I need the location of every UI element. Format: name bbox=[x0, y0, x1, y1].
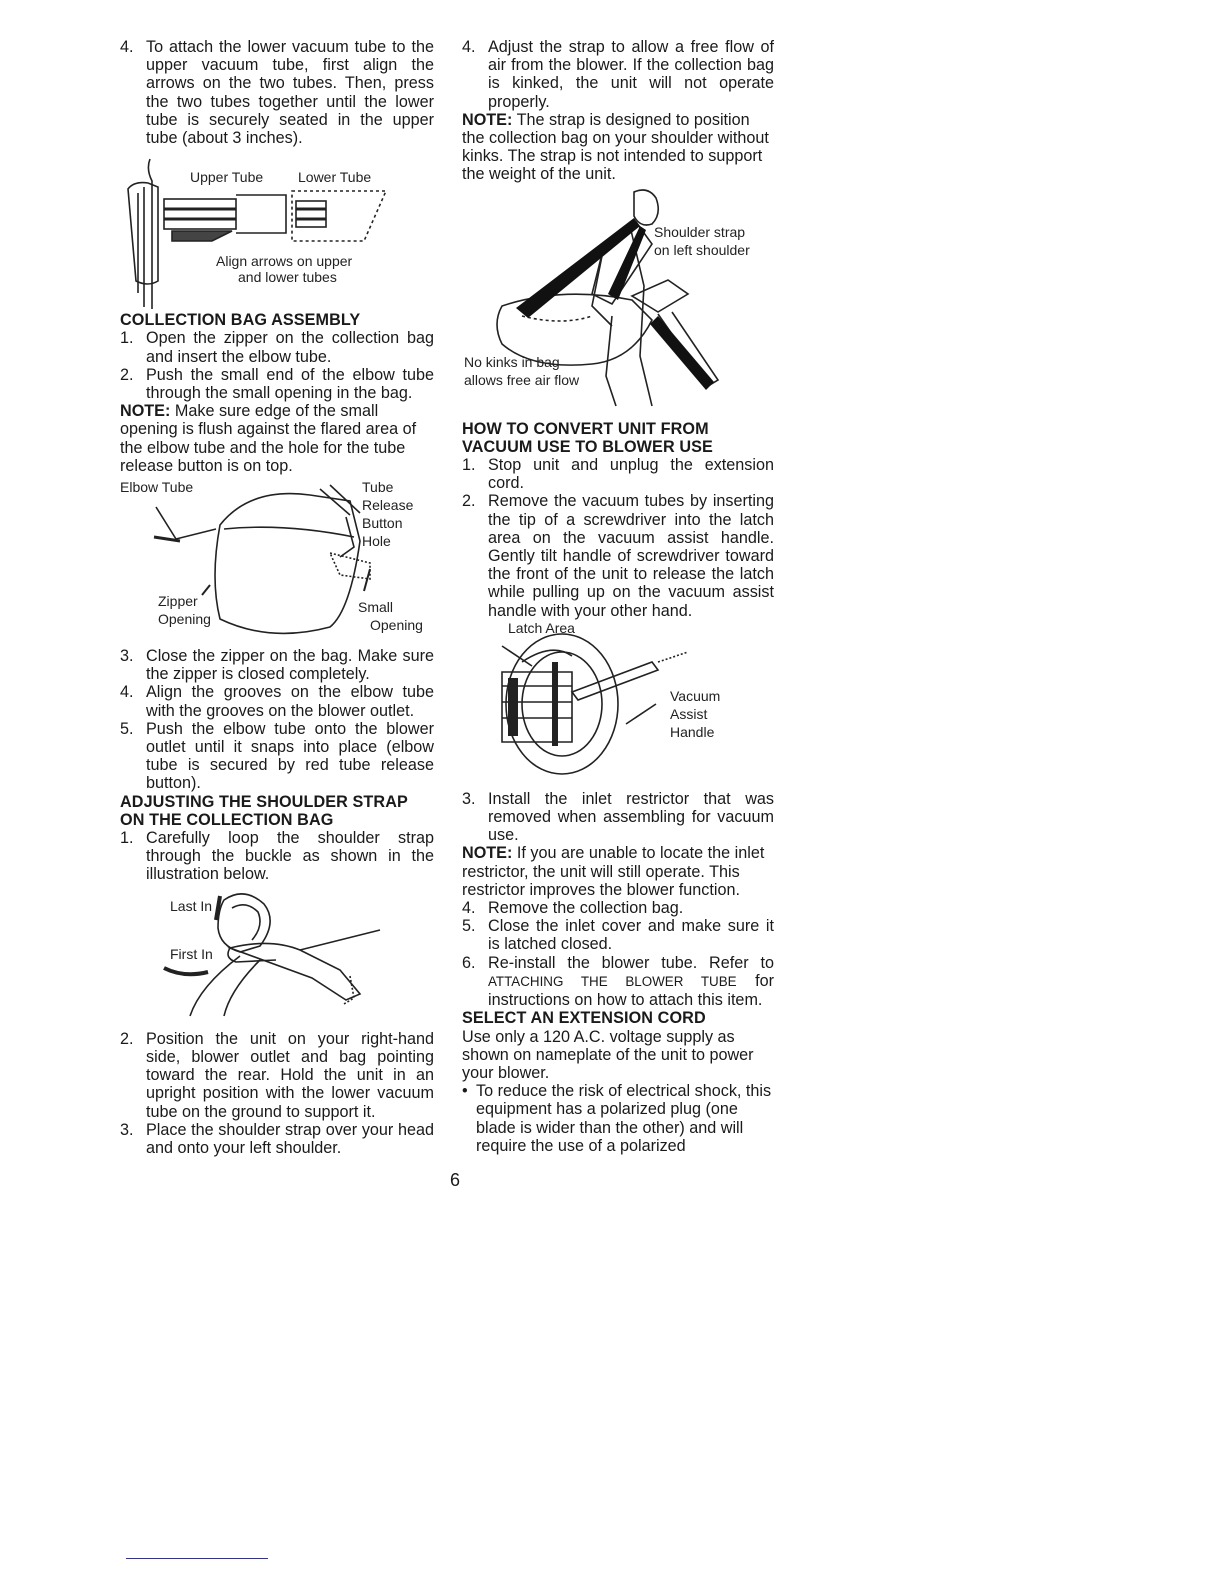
button-label: Button bbox=[362, 515, 403, 532]
last-in-label: Last In bbox=[170, 897, 213, 914]
no-kinks-label-2: allows free air flow bbox=[464, 371, 580, 388]
list-item bbox=[462, 456, 774, 492]
item-text: Adjust the strap to allow a free flow of air from the blower. If the collection bag is kinked, the unit will not operate properly. bbox=[488, 38, 774, 111]
zipper-label: Zipper bbox=[158, 593, 198, 610]
list-item bbox=[120, 720, 434, 793]
person-figure bbox=[462, 186, 774, 418]
item-number: 4. bbox=[120, 38, 134, 56]
item-number: 1. bbox=[120, 829, 134, 848]
strap-loop-illustration bbox=[120, 886, 434, 1028]
section-heading-line2: VACUUM USE TO BLOWER USE bbox=[462, 437, 713, 456]
section-heading: COLLECTION BAG ASSEMBLY bbox=[120, 311, 361, 330]
list-item bbox=[120, 1121, 434, 1157]
item-number: 4. bbox=[462, 38, 476, 56]
list-item bbox=[462, 899, 774, 917]
vacuum-label: Vacuum bbox=[670, 687, 721, 704]
step6-reference: ATTACHING THE BLOWER TUBE bbox=[488, 973, 737, 989]
tube-label: Tube bbox=[362, 479, 394, 496]
item-text: Close the inlet cover and make sure it is latched closed. bbox=[488, 917, 774, 954]
item-text: Install the inlet restrictor that was removed when assembling for vacuum use. bbox=[488, 789, 774, 845]
section-heading-line2: ON THE COLLECTION BAG bbox=[120, 810, 334, 829]
item-text: Push the elbow tube onto the blower outlet until it snaps into place (elbow tube is secured by red tube release button). bbox=[146, 719, 434, 793]
note-label: NOTE: bbox=[120, 402, 171, 421]
step6-post: for instructions on how to attach this item. bbox=[488, 971, 774, 1010]
list-item bbox=[120, 1030, 434, 1121]
bag-figure bbox=[120, 477, 434, 645]
item-number: 4. bbox=[120, 683, 134, 702]
item-number: 2. bbox=[120, 365, 134, 384]
item-number: 1. bbox=[120, 329, 134, 348]
shoulder-strap-label-1: Shoulder strap bbox=[654, 223, 746, 240]
note-text: The strap is designed to position the collection bag on your shoulder without kinks. The strap is not intended to support the weight of the unit. bbox=[462, 110, 769, 184]
bullet-item bbox=[462, 1082, 774, 1155]
item-number: 3. bbox=[462, 789, 476, 808]
item-text: Close the zipper on the bag. Make sure the zipper is closed completely. bbox=[146, 647, 434, 684]
no-kinks-label-1: No kinks in bag bbox=[464, 353, 560, 370]
item-text: Stop unit and unplug the extension cord. bbox=[488, 456, 774, 493]
small-label: Small bbox=[358, 599, 394, 616]
item-text: Open the zipper on the collection bag and insert the elbow tube. bbox=[146, 329, 434, 366]
latch-figure bbox=[462, 619, 774, 788]
zipper-opening-label: Opening bbox=[158, 611, 211, 628]
item-text: Place the shoulder strap over your head and onto your left shoulder. bbox=[146, 1120, 434, 1157]
section-heading: SELECT AN EXTENSION CORD bbox=[462, 1009, 706, 1028]
note-text: Make sure edge of the small opening is flush against the flared area of the elbow tube and the hole for the tube release button is on top. bbox=[120, 402, 417, 475]
list-item bbox=[462, 38, 774, 111]
item-text: Remove the vacuum tubes by inserting the tip of a screwdriver into the latch area on the vacuum assist handle. Gently tilt handle of screwdriver toward the front of the unit to release the latch while pulling up on the vacuum assist handle with your other hand. bbox=[488, 492, 774, 620]
list-item bbox=[120, 647, 434, 683]
list-item bbox=[120, 829, 434, 884]
tubes-figure bbox=[120, 149, 434, 309]
cord-paragraph: Use only a 120 A.C. voltage supply as shown on nameplate of the unit to power your blower. bbox=[462, 1027, 754, 1082]
item-text: Position the unit on your right-hand side, blower outlet and bag pointing toward the rear. Hold the unit in an upright position with the lower vacuum tube on the ground to support it. bbox=[146, 1029, 434, 1121]
step6-pre: Re-install the blower tube. Refer to bbox=[488, 953, 774, 972]
note-label: NOTE: bbox=[462, 110, 513, 129]
shoulder-strap-label-2: on left shoulder bbox=[654, 241, 750, 258]
list-item bbox=[462, 492, 774, 619]
note-paragraph bbox=[120, 402, 434, 475]
page-number: 6 bbox=[450, 1170, 461, 1190]
first-in-label: First In bbox=[170, 945, 213, 962]
list-item bbox=[120, 38, 434, 147]
note-paragraph bbox=[462, 111, 774, 184]
item-number: 1. bbox=[462, 456, 476, 475]
section-heading: ADJUSTING THE SHOULDER STRAP bbox=[120, 792, 408, 811]
handle-label: Handle bbox=[670, 723, 715, 740]
item-number: 3. bbox=[120, 647, 134, 666]
item-text: Remove the collection bag. bbox=[488, 899, 684, 918]
list-item bbox=[462, 917, 774, 953]
note-text: If you are unable to locate the inlet restrictor, the unit will still operate. This restrictor improves the blower function. bbox=[462, 844, 765, 899]
list-item bbox=[462, 954, 774, 1010]
elbow-tube-label: Elbow Tube bbox=[120, 479, 194, 496]
small-opening-label: Opening bbox=[370, 617, 423, 634]
strap-loop-figure bbox=[120, 886, 434, 1028]
note-label: NOTE: bbox=[462, 844, 513, 863]
item-text: Align the grooves on the elbow tube with the grooves on the blower outlet. bbox=[146, 683, 434, 720]
footer-rule bbox=[126, 1558, 268, 1559]
note-paragraph bbox=[462, 844, 774, 899]
item-number: 5. bbox=[462, 917, 476, 936]
tubes-illustration bbox=[120, 149, 434, 309]
list-item bbox=[120, 683, 434, 719]
bullet-mark: • bbox=[462, 1082, 468, 1101]
item-number: 6. bbox=[462, 953, 476, 972]
item-number: 5. bbox=[120, 719, 134, 738]
item-text: To attach the lower vacuum tube to the upper vacuum tube, first align the arrows on the two tubes. Then, press the two tubes together until the lower tube is securely seated in the upper tube (about 3 inches). bbox=[146, 38, 434, 148]
align-arrows-label-2: and lower tubes bbox=[238, 269, 337, 286]
item-text bbox=[488, 954, 774, 1010]
latch-illustration bbox=[462, 619, 774, 788]
item-number: 3. bbox=[120, 1120, 134, 1139]
right-column bbox=[462, 38, 774, 1155]
list-item bbox=[120, 329, 434, 365]
assist-label: Assist bbox=[670, 705, 708, 722]
list-item bbox=[120, 366, 434, 402]
hole-label: Hole bbox=[362, 533, 391, 550]
bullet-text: To reduce the risk of electrical shock, this equipment has a polarized plug (one blade is wider than the other) and will require the use of a polarized bbox=[476, 1082, 772, 1155]
item-number: 2. bbox=[120, 1029, 134, 1048]
item-text: Carefully loop the shoulder strap through the buckle as shown in the illustration below. bbox=[146, 829, 434, 884]
item-number: 4. bbox=[462, 899, 476, 918]
item-number: 2. bbox=[462, 492, 476, 511]
list-item bbox=[462, 790, 774, 845]
release-label: Release bbox=[362, 497, 414, 514]
upper-tube-label: Upper Tube bbox=[190, 169, 264, 186]
section-heading: HOW TO CONVERT UNIT FROM bbox=[462, 419, 709, 438]
latch-area-label: Latch Area bbox=[508, 619, 575, 636]
lower-tube-label: Lower Tube bbox=[298, 169, 372, 186]
item-text: Push the small end of the elbow tube through the small opening in the bag. bbox=[146, 365, 434, 403]
left-column bbox=[120, 38, 434, 1157]
align-arrows-label-1: Align arrows on upper bbox=[216, 253, 353, 270]
